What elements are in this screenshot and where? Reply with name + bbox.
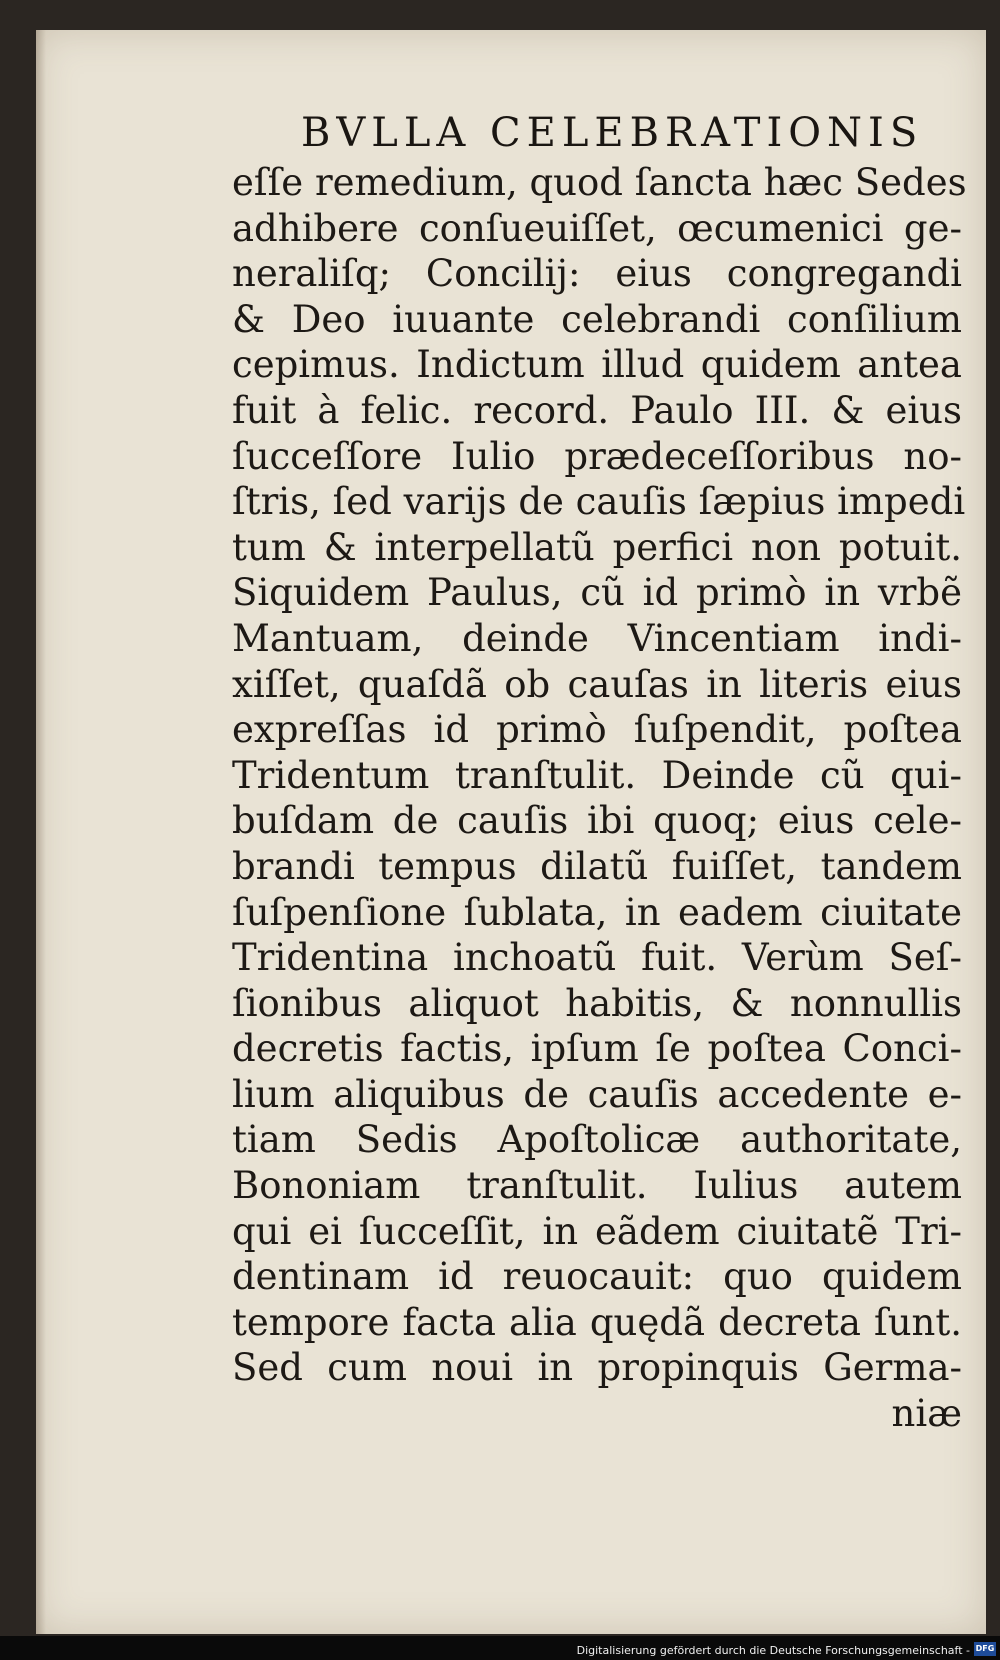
catchword: niæ [891, 1392, 962, 1436]
text-line: fuit à felic. record. Paulo III. & eius [232, 388, 962, 432]
text-line: lium aliquibus de cauſis accedente e- [232, 1072, 962, 1116]
dfg-logo-icon: DFG [974, 1642, 996, 1656]
page-gutter-shadow [36, 30, 46, 1634]
text-line: tempore facta alia quędã decreta ſunt. [232, 1300, 962, 1344]
text-line: tum & interpellatũ perfici non potuit. [232, 525, 962, 569]
text-line: decretis factis, ipſum ſe poſtea Conci- [232, 1027, 962, 1071]
text-line: ſucceſſore Iulio prædeceſſoribus no- [232, 434, 962, 478]
text-line: adhibere conſueuiſſet, œcumenici ge- [232, 206, 962, 250]
text-line: buſdam de cauſis ibi quoq; eius cele- [232, 799, 962, 843]
text-line: ſionibus aliquot habitis, & nonnullis [232, 981, 962, 1025]
text-line: & Deo iuuante celebrandi conſilium [232, 297, 962, 341]
text-line: cepimus. Indictum illud quidem antea [232, 343, 962, 387]
text-line: dentinam id reuocauit: quo quidem [232, 1255, 962, 1299]
text-line: Tridentum tranſtulit. Deinde cũ qui- [232, 753, 962, 797]
text-line: ſuſpenſione ſublata, in eadem ciuitate [232, 890, 962, 934]
text-line: qui ei ſucceſſit, in eãdem ciuitatẽ Tri- [232, 1209, 962, 1253]
text-line: neraliſq; Concilij: eius congregandi [232, 252, 962, 296]
text-line: xiſſet, quaſdã ob cauſas in literis eius [232, 662, 962, 706]
book-page [36, 30, 986, 1634]
text-line: eſſe remedium, quod ſancta hæc Sedes [232, 161, 967, 204]
text-line: ſtris, ſed varijs de cauſis ſæpius impedi [232, 480, 966, 524]
running-head: BVLLA CELEBRATIONIS [301, 110, 924, 156]
text-line: Tridentina inchoatũ fuit. Verùm Seſ- [232, 936, 962, 980]
body-text [232, 160, 967, 1437]
funding-credit: Digitalisierung gefördert durch die Deutsche Forschungsgemeinschaft - [576, 1644, 970, 1657]
text-line: brandi tempus dilatũ fuiſſet, tandem [232, 844, 962, 888]
text-line: Mantuam, deinde Vincentiam indi- [232, 616, 962, 660]
text-line: tiam Sedis Apoſtolicæ authoritate, [232, 1118, 962, 1162]
text-line: Siquidem Paulus, cũ id primò in vrbẽ [232, 571, 962, 615]
text-line: Bononiam tranſtulit. Iulius autem [232, 1164, 962, 1208]
digitization-footer [0, 1636, 1000, 1660]
text-line: expreſſas id primò ſuſpendit, poſtea [232, 708, 962, 752]
text-line: Sed cum noui in propinquis Germa- [232, 1346, 962, 1390]
